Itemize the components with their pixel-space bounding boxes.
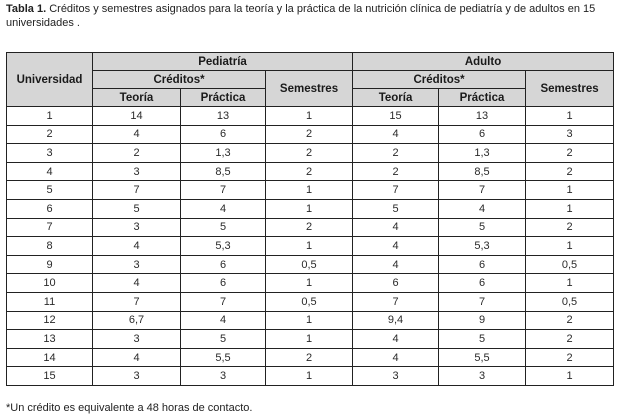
cell-pediatria-practica: 7 bbox=[181, 181, 266, 200]
cell-universidad: 4 bbox=[7, 162, 93, 181]
cell-pediatria-teoria: 4 bbox=[93, 237, 181, 256]
cell-adulto-semestres: 1 bbox=[526, 107, 614, 126]
cell-adulto-teoria: 4 bbox=[353, 218, 439, 237]
table-row bbox=[7, 218, 614, 237]
cell-adulto-semestres: 0,5 bbox=[526, 292, 614, 311]
cell-adulto-semestres: 2 bbox=[526, 162, 614, 181]
header-pediatria: Pediatría bbox=[93, 53, 353, 71]
table-row bbox=[7, 237, 614, 256]
table-row bbox=[7, 107, 614, 126]
cell-adulto-semestres: 1 bbox=[526, 367, 614, 386]
cell-adulto-teoria: 15 bbox=[353, 107, 439, 126]
cell-universidad: 13 bbox=[7, 330, 93, 349]
cell-pediatria-practica: 4 bbox=[181, 311, 266, 330]
cell-adulto-practica: 5 bbox=[439, 330, 526, 349]
table-row bbox=[7, 199, 614, 218]
cell-adulto-semestres: 2 bbox=[526, 330, 614, 349]
cell-pediatria-teoria: 7 bbox=[93, 292, 181, 311]
cell-pediatria-semestres: 1 bbox=[266, 107, 353, 126]
cell-pediatria-practica: 5,3 bbox=[181, 237, 266, 256]
cell-adulto-semestres: 1 bbox=[526, 237, 614, 256]
table-row bbox=[7, 255, 614, 274]
cell-adulto-practica: 6 bbox=[439, 274, 526, 293]
cell-pediatria-semestres: 2 bbox=[266, 125, 353, 144]
cell-pediatria-semestres: 2 bbox=[266, 162, 353, 181]
cell-adulto-teoria: 5 bbox=[353, 199, 439, 218]
header-pediatria-creditos: Créditos* bbox=[93, 71, 266, 89]
header-pediatria-teoria: Teoría bbox=[93, 89, 181, 107]
cell-adulto-teoria: 7 bbox=[353, 292, 439, 311]
cell-pediatria-semestres: 2 bbox=[266, 348, 353, 367]
table-row bbox=[7, 181, 614, 200]
cell-pediatria-semestres: 1 bbox=[266, 181, 353, 200]
header-adulto-creditos: Créditos* bbox=[353, 71, 526, 89]
cell-adulto-teoria: 4 bbox=[353, 237, 439, 256]
credits-table bbox=[6, 52, 614, 386]
table-caption bbox=[6, 2, 614, 30]
cell-pediatria-teoria: 7 bbox=[93, 181, 181, 200]
cell-adulto-teoria: 6 bbox=[353, 274, 439, 293]
cell-pediatria-teoria: 3 bbox=[93, 255, 181, 274]
cell-pediatria-practica: 5 bbox=[181, 218, 266, 237]
cell-pediatria-practica: 5,5 bbox=[181, 348, 266, 367]
cell-adulto-semestres: 0,5 bbox=[526, 255, 614, 274]
cell-adulto-practica: 9 bbox=[439, 311, 526, 330]
cell-pediatria-teoria: 14 bbox=[93, 107, 181, 126]
cell-adulto-practica: 5,5 bbox=[439, 348, 526, 367]
cell-pediatria-teoria: 2 bbox=[93, 144, 181, 163]
table-row bbox=[7, 311, 614, 330]
cell-adulto-teoria: 4 bbox=[353, 125, 439, 144]
header-pediatria-practica: Práctica bbox=[181, 89, 266, 107]
cell-pediatria-practica: 4 bbox=[181, 199, 266, 218]
cell-pediatria-practica: 1,3 bbox=[181, 144, 266, 163]
cell-universidad: 7 bbox=[7, 218, 93, 237]
cell-pediatria-semestres: 0,5 bbox=[266, 255, 353, 274]
cell-universidad: 6 bbox=[7, 199, 93, 218]
cell-pediatria-practica: 8,5 bbox=[181, 162, 266, 181]
cell-pediatria-teoria: 3 bbox=[93, 218, 181, 237]
table-row bbox=[7, 330, 614, 349]
cell-universidad: 11 bbox=[7, 292, 93, 311]
cell-pediatria-practica: 6 bbox=[181, 274, 266, 293]
cell-adulto-practica: 7 bbox=[439, 181, 526, 200]
header-pediatria-semestres: Semestres bbox=[266, 71, 353, 107]
header-universidad: Universidad bbox=[7, 53, 93, 107]
cell-pediatria-semestres: 2 bbox=[266, 218, 353, 237]
cell-universidad: 9 bbox=[7, 255, 93, 274]
cell-pediatria-teoria: 3 bbox=[93, 162, 181, 181]
cell-pediatria-semestres: 1 bbox=[266, 274, 353, 293]
cell-adulto-practica: 3 bbox=[439, 367, 526, 386]
cell-pediatria-teoria: 3 bbox=[93, 330, 181, 349]
cell-pediatria-teoria: 5 bbox=[93, 199, 181, 218]
cell-pediatria-teoria: 4 bbox=[93, 125, 181, 144]
cell-adulto-practica: 13 bbox=[439, 107, 526, 126]
footnote: *Un crédito es equivalente a 48 horas de contacto. bbox=[6, 402, 253, 414]
cell-pediatria-teoria: 4 bbox=[93, 348, 181, 367]
cell-pediatria-semestres: 2 bbox=[266, 144, 353, 163]
cell-pediatria-practica: 3 bbox=[181, 367, 266, 386]
cell-pediatria-teoria: 6,7 bbox=[93, 311, 181, 330]
header-adulto-teoria: Teoría bbox=[353, 89, 439, 107]
cell-adulto-teoria: 2 bbox=[353, 162, 439, 181]
cell-adulto-teoria: 3 bbox=[353, 367, 439, 386]
cell-adulto-semestres: 1 bbox=[526, 274, 614, 293]
table-row bbox=[7, 162, 614, 181]
cell-adulto-practica: 7 bbox=[439, 292, 526, 311]
cell-universidad: 8 bbox=[7, 237, 93, 256]
cell-universidad: 5 bbox=[7, 181, 93, 200]
cell-universidad: 14 bbox=[7, 348, 93, 367]
table-row bbox=[7, 348, 614, 367]
cell-pediatria-practica: 5 bbox=[181, 330, 266, 349]
cell-adulto-semestres: 1 bbox=[526, 181, 614, 200]
cell-pediatria-teoria: 4 bbox=[93, 274, 181, 293]
cell-universidad: 2 bbox=[7, 125, 93, 144]
cell-pediatria-semestres: 1 bbox=[266, 199, 353, 218]
cell-adulto-teoria: 4 bbox=[353, 255, 439, 274]
cell-pediatria-practica: 6 bbox=[181, 255, 266, 274]
table-row bbox=[7, 125, 614, 144]
cell-pediatria-practica: 6 bbox=[181, 125, 266, 144]
cell-adulto-practica: 6 bbox=[439, 255, 526, 274]
cell-adulto-semestres: 2 bbox=[526, 144, 614, 163]
cell-pediatria-semestres: 1 bbox=[266, 237, 353, 256]
caption-text: Créditos y semestres asignados para la teoría y la práctica de la nutrición clínica de pediatría y de adultos en 15 universidades . bbox=[6, 3, 596, 29]
cell-adulto-practica: 4 bbox=[439, 199, 526, 218]
header-adulto-practica: Práctica bbox=[439, 89, 526, 107]
cell-adulto-practica: 8,5 bbox=[439, 162, 526, 181]
cell-adulto-teoria: 4 bbox=[353, 330, 439, 349]
cell-adulto-semestres: 2 bbox=[526, 311, 614, 330]
table-row bbox=[7, 292, 614, 311]
header-adulto: Adulto bbox=[353, 53, 614, 71]
cell-pediatria-semestres: 1 bbox=[266, 367, 353, 386]
cell-adulto-practica: 5,3 bbox=[439, 237, 526, 256]
cell-pediatria-semestres: 1 bbox=[266, 330, 353, 349]
table-row bbox=[7, 367, 614, 386]
cell-adulto-semestres: 1 bbox=[526, 199, 614, 218]
header-adulto-semestres: Semestres bbox=[526, 71, 614, 107]
cell-universidad: 10 bbox=[7, 274, 93, 293]
cell-pediatria-semestres: 0,5 bbox=[266, 292, 353, 311]
table-row bbox=[7, 274, 614, 293]
cell-adulto-teoria: 7 bbox=[353, 181, 439, 200]
table-body bbox=[7, 107, 614, 386]
cell-universidad: 3 bbox=[7, 144, 93, 163]
cell-adulto-semestres: 2 bbox=[526, 218, 614, 237]
cell-pediatria-practica: 13 bbox=[181, 107, 266, 126]
cell-pediatria-practica: 7 bbox=[181, 292, 266, 311]
caption-label: Tabla 1. bbox=[6, 3, 47, 15]
cell-adulto-practica: 5 bbox=[439, 218, 526, 237]
cell-universidad: 15 bbox=[7, 367, 93, 386]
cell-universidad: 12 bbox=[7, 311, 93, 330]
cell-adulto-practica: 1,3 bbox=[439, 144, 526, 163]
cell-adulto-teoria: 4 bbox=[353, 348, 439, 367]
cell-universidad: 1 bbox=[7, 107, 93, 126]
table-row bbox=[7, 144, 614, 163]
cell-adulto-semestres: 3 bbox=[526, 125, 614, 144]
cell-pediatria-semestres: 1 bbox=[266, 311, 353, 330]
cell-pediatria-teoria: 3 bbox=[93, 367, 181, 386]
cell-adulto-practica: 6 bbox=[439, 125, 526, 144]
cell-adulto-teoria: 2 bbox=[353, 144, 439, 163]
cell-adulto-semestres: 2 bbox=[526, 348, 614, 367]
cell-adulto-teoria: 9,4 bbox=[353, 311, 439, 330]
